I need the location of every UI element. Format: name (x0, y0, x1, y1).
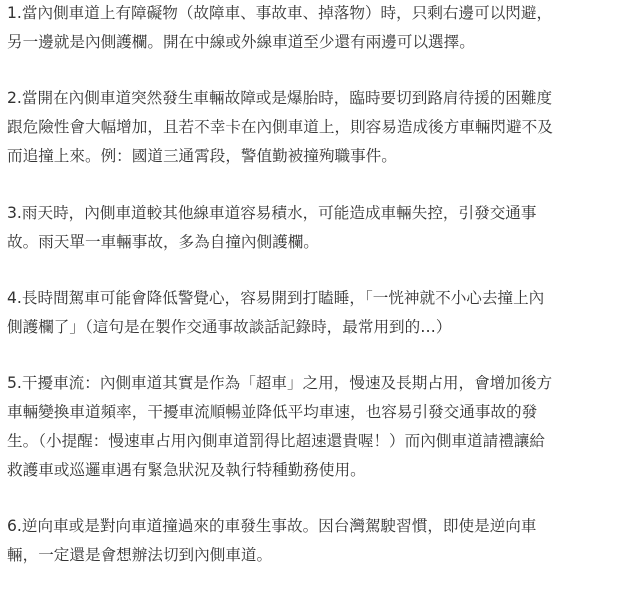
paragraph-line: 而追撞上來。例：國道三通霄段，警值勤被撞殉職事件。 (7, 147, 397, 165)
paragraph-line: 1.當內側車道上有障礙物（故障車、事故車、掉落物）時，只剩右邊可以閃避， (7, 4, 553, 22)
paragraph-line: 輛，一定還是會想辦法切到內側車道。 (7, 546, 273, 564)
paragraph-line: 救護車或巡邏車遇有緊急狀況及執行特種勤務使用。 (7, 461, 366, 479)
paragraph-line: 故。雨天單一車輛事故，多為自撞內側護欄。 (7, 233, 319, 251)
paragraph-line: 2.當開在內側車道突然發生車輛故障或是爆胎時，臨時要切到路肩待援的困難度 (7, 89, 553, 107)
paragraph-line: 跟危險性會大幅增加，且若不幸卡在內側車道上，則容易造成後方車輛閃避不及 (7, 118, 553, 136)
paragraph-line: 5.干擾車流：內側車道其實是作為「超車」之用，慢速及長期占用，會增加後方 (7, 374, 553, 392)
paragraph-line: 生。（小提醒：慢速車占用內側車道罰得比超速還貴喔！）而內側車道請禮讓給 (7, 432, 545, 450)
paragraph-line: 6.逆向車或是對向車道撞過來的車發生事故。因台灣駕駛習慣，即使是逆向車 (7, 517, 537, 535)
paragraph-line: 另一邊就是內側護欄。開在中線或外線車道至少還有兩邊可以選擇。 (7, 33, 475, 51)
paragraph-line: 4.長時間駕車可能會降低警覺心，容易開到打瞌睡，「一恍神就不小心去撞上內 (7, 289, 545, 307)
paragraph-line: 3.雨天時，內側車道較其他線車道容易積水，可能造成車輛失控，引發交通事 (7, 204, 537, 222)
paragraph-line: 車輛變換車道頻率，干擾車流順暢並降低平均車速，也容易引發交通事故的發 (7, 403, 538, 421)
paragraph-line: 側護欄了」（這句是在製作交通事故談話記錄時，最常用到的…） (7, 318, 452, 336)
